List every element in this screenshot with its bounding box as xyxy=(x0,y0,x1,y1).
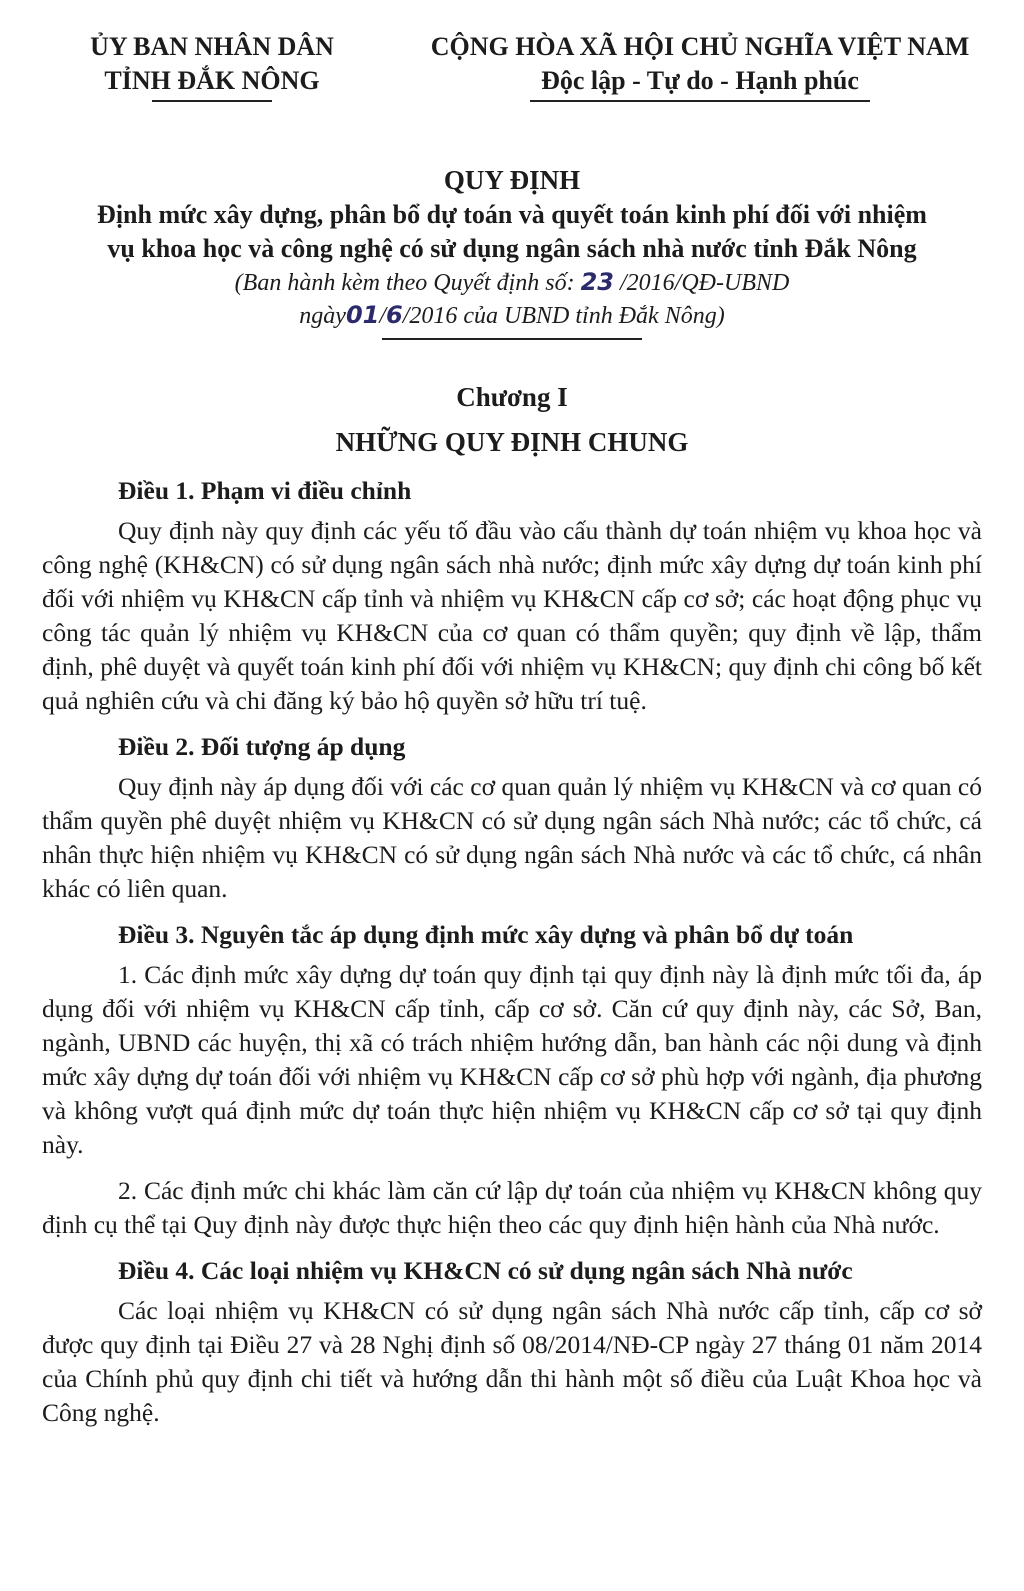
document-title-block xyxy=(40,162,984,340)
title-underline xyxy=(382,338,642,340)
country-name: CỘNG HÒA XÃ HỘI CHỦ NGHĨA VIỆT NAM xyxy=(430,32,970,61)
article-paragraph: Quy định này áp dụng đối với các cơ quan quản lý nhiệm vụ KH&CN và cơ quan có thẩm quyền phê duyệt nhiệm vụ KH&CN có sử dụng ngân sách Nhà nước; các tổ chức, cá nhân thực hiện nhiệm vụ KH&CN có sử dụng ngân sách Nhà nước và các tổ chức, cá nhân khác có liên quan. xyxy=(42,772,982,903)
article-title: Điều 4. Các loại nhiệm vụ KH&CN có sử dụng ngân sách Nhà nước xyxy=(118,1256,853,1285)
date-prefix: ngày xyxy=(299,303,346,329)
issued-with-decision xyxy=(40,266,984,299)
date-month: 6 xyxy=(386,301,403,329)
article-paragraph: 2. Các định mức chi khác làm căn cứ lập dự toán của nhiệm vụ KH&CN không quy định cụ thể tại Quy định này được thực hiện theo các quy định hiện hành của Nhà nước. xyxy=(42,1176,982,1239)
authority-line-1: ỦY BAN NHÂN DÂN xyxy=(90,32,334,61)
article-paragraph: 1. Các định mức xây dựng dự toán quy định tại quy định này là định mức tối đa, áp dụng đối với nhiệm vụ KH&CN cấp tỉnh, cấp cơ sở. Căn cứ quy định này, các Sở, Ban, ngành, UBND các huyện, thị xã có trách nhiệm hướng dẫn, ban hành các nội dung và định mức xây dựng dự toán đối với nhiệm vụ KH&CN cấp cơ sở phù hợp với ngành, địa phương và không vượt quá định mức dự toán thực hiện nhiệm vụ KH&CN cấp cơ sở tại quy định này. xyxy=(42,960,982,1159)
document-subject-line-2: vụ khoa học và công nghệ có sử dụng ngân sách nhà nước tỉnh Đắk Nông xyxy=(107,234,917,263)
motto-underline xyxy=(530,100,870,102)
issuing-authority xyxy=(62,30,362,102)
article-title: Điều 1. Phạm vi điều chỉnh xyxy=(118,476,412,505)
document-body xyxy=(42,474,982,1436)
authority-underline xyxy=(152,100,272,102)
article-paragraph: Các loại nhiệm vụ KH&CN có sử dụng ngân sách Nhà nước cấp tỉnh, cấp cơ sở được quy định tại Điều 27 và 28 Nghị định số 08/2014/NĐ-CP ngày 27 tháng 01 năm 2014 của Chính phủ quy định chi tiết và hướng dẫn thi hành một số điều của Luật Khoa học và Công nghệ. xyxy=(42,1296,982,1427)
document-type: QUY ĐỊNH xyxy=(443,165,581,195)
document-subject-line-1: Định mức xây dựng, phân bổ dự toán và quyết toán kinh phí đối với nhiệm xyxy=(97,200,927,229)
issue-date: ngày01/6/2016 của UBND tỉnh Đắk Nông) xyxy=(299,301,725,329)
article-title: Điều 3. Nguyên tắc áp dụng định mức xây dựng và phân bổ dự toán xyxy=(118,920,854,949)
national-motto xyxy=(405,30,995,102)
chapter-number: Chương I xyxy=(456,382,568,412)
date-day: 01 xyxy=(345,301,380,329)
decision-number: 23 xyxy=(580,268,614,296)
date-suffix: /2016 của UBND tỉnh Đắk Nông) xyxy=(402,303,725,329)
issued-suffix: /2016/QĐ-UBND xyxy=(620,270,790,296)
chapter-name: NHỮNG QUY ĐỊNH CHUNG xyxy=(335,427,689,457)
article-title: Điều 2. Đối tượng áp dụng xyxy=(118,732,406,761)
article-paragraph: Quy định này quy định các yếu tố đầu vào cấu thành dự toán nhiệm vụ khoa học và công nghệ (KH&CN) có sử dụng ngân sách nhà nước; định mức xây dựng dự toán kinh phí đối với nhiệm vụ KH&CN cấp tỉnh và nhiệm vụ KH&CN cấp cơ sở; các hoạt động phục vụ công tác quản lý nhiệm vụ KH&CN của cơ quan có thẩm quyền; quy định về lập, thẩm định, phê duyệt và quyết toán kinh phí đối với nhiệm vụ KH&CN; quy định chi công bố kết quả nghiên cứu và chi đăng ký bảo hộ quyền sở hữu trí tuệ. xyxy=(42,516,982,715)
authority-line-2: TỈNH ĐẮK NÔNG xyxy=(104,66,320,95)
issued-prefix: (Ban hành kèm theo Quyết định số: xyxy=(234,270,575,296)
motto-slogan: Độc lập - Tự do - Hạnh phúc xyxy=(541,66,859,95)
